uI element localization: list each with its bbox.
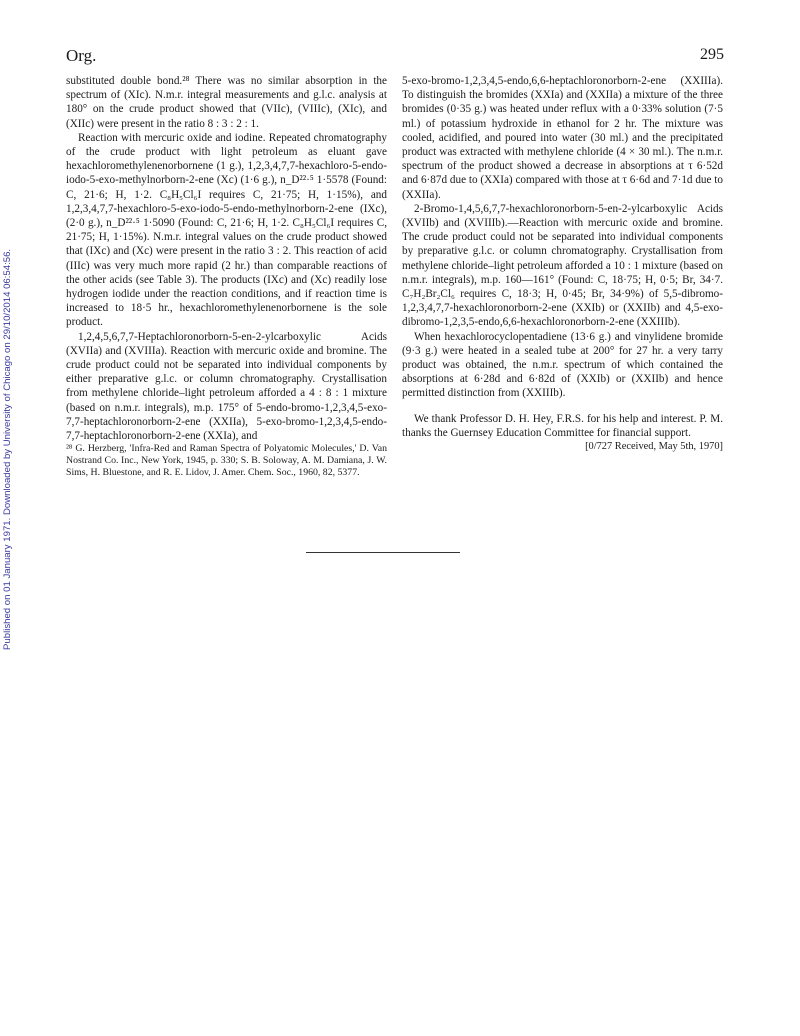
- end-rule: [306, 552, 460, 553]
- download-watermark: Published on 01 January 1971. Downloaded by University of Chicago on 29/10/2014 06:54:56.: [2, 248, 13, 650]
- footnote: ²⁸ G. Herzberg, 'Infra-Red and Raman Spectra of Polyatomic Molecules,' D. Van Nostrand Co. Inc., New York, 1945, p. 330; S. B. Soloway, A. M. Damiana, J. W. Sims, H. Bluestone, and R. E. Lidov, J. Amer. Chem. Soc., 1960, 82, 5377.: [66, 443, 387, 479]
- paragraph: 1,2,4,5,6,7,7-Heptachloronorborn-5-en-2-ylcarboxylic Acids (XVIIa) and (XVIIIa). Reaction with mercuric oxide and bromine. The crude product could not be separated into individual components by either preparative g.l.c. or column chromatography. Crystallisation from methylene chloride–light petroleum afforded a 4 : 8 : 1 mixture (based on n.m.r. integrals), m.p. 175° of 5-endo-bromo-1,2,3,4,5-exo-7,7-heptachloronorborn-2-ene (XXIIa), 5-exo-bromo-1,2,3,4,5-endo-7,7-heptachloronorborn-2-ene (XXIa), and: [66, 330, 387, 443]
- right-column: [402, 74, 723, 454]
- journal-header: Org.: [66, 46, 97, 65]
- paragraph: When hexachlorocyclopentadiene (13·6 g.) and vinylidene bromide (9·3 g.) were heated in a sealed tube at 200° for 27 hr. a very tarry product was obtained, the n.m.r. spectrum of which contained the absorptions at 6·28d and 6·82d of (XXIb) or (XXIIb) and hence permitted distinction from (XXIIIb).: [402, 330, 723, 400]
- paragraph: substituted double bond.²⁸ There was no similar absorption in the spectrum of (XIc). N.m.r. integral measurements and g.l.c. analysis at 180° on the crude product showed that (VIIc), (VIIIc), (XIc), and (XIIc) were present in the ratio 8 : 3 : 2 : 1.: [66, 75, 387, 130]
- acknowledgement: We thank Professor D. H. Hey, F.R.S. for his help and interest. P. M. thanks the Guernsey Education Committee for financial support.: [402, 412, 723, 439]
- received-date: [0/727 Received, May 5th, 1970]: [585, 441, 723, 453]
- paragraph: Reaction with mercuric oxide and iodine. Repeated chromatography of the crude product with light petroleum as eluant gave hexachloromethylenenorbornene (1 g.), 1,2,3,4,7,7-hexachloro-5-endo-iodo-5-exo-methylnorborn-2-ene (Xc) (1·6 g.), n_D²²·⁵ 1·5578 (Found: C, 21·6; H, 1·2. C₈H₅Cl₆I requires C, 21·75; H, 1·15%), and 1,2,3,4,7,7-hexachloro-5-exo-iodo-5-endo-methylnorborn-2-ene (IXc), (2·0 g.), n_D²²·⁵ 1·5090 (Found: C, 21·6; H, 1·2. C₈H₅Cl₆I requires C, 21·75; H, 1·15%). N.m.r. integral values on the crude product showed that (IXc) and (Xc) were present in the ratio 3 : 2. This reaction of acid (IIIc) was very much more rapid (2 hr.) than comparable reactions of the other acids (see Table 3). The products (IXc) and (Xc) readily lose hydrogen iodide under the reaction conditions, and if reaction time is increased to 18·5 hr., hexachloromethylenenorbornene is the sole product.: [66, 131, 387, 329]
- page-number: 295: [700, 46, 724, 63]
- left-column: [66, 74, 387, 479]
- paragraph: 5-exo-bromo-1,2,3,4,5-endo,6,6-heptachloronorborn-2-ene (XXIIIa). To distinguish the bromides (XXIa) and (XXIIa) a mixture of the three bromides (0·35 g.) was heated under reflux with a 0·33% solution (7·5 ml.) of potassium hydroxide in ethanol for 2 hr. The mixture was cooled, acidified, and poured into water (30 ml.) and the precipitated product was extracted with methylene chloride (4 × 30 ml.). The n.m.r. spectrum of the product showed a decrease in absorptions at τ 6·52d and 6·87d due to (XXIa) compared with those at τ 6·6d and 7·1d due to (XXIIa).: [402, 75, 723, 201]
- paragraph: 2-Bromo-1,4,5,6,7,7-hexachloronorborn-5-en-2-ylcarboxylic Acids (XVIIb) and (XVIIIb).—Reaction with mercuric oxide and bromine. The crude product could not be separated into individual components by preparative g.l.c. or column chromatography. Crystallisation from methylene chloride–light petroleum afforded a 10 : 1 mixture (based on n.m.r. integrals), m.p. 160—161° (Found: C, 18·75; H, 0·5; Br, 34·7. C₇H₂Br₂Cl₆ requires C, 18·3; H, 0·45; Br, 34·9%) of 5,5-dibromo-1,2,3,4,7,7-hexachloronorborn-2-ene (XXIb) or (XXIIb) and 4,5-exo-dibromo-1,2,3,5-endo,6,6-hexachloronorborn-2-ene (XXIIIb).: [402, 202, 723, 329]
